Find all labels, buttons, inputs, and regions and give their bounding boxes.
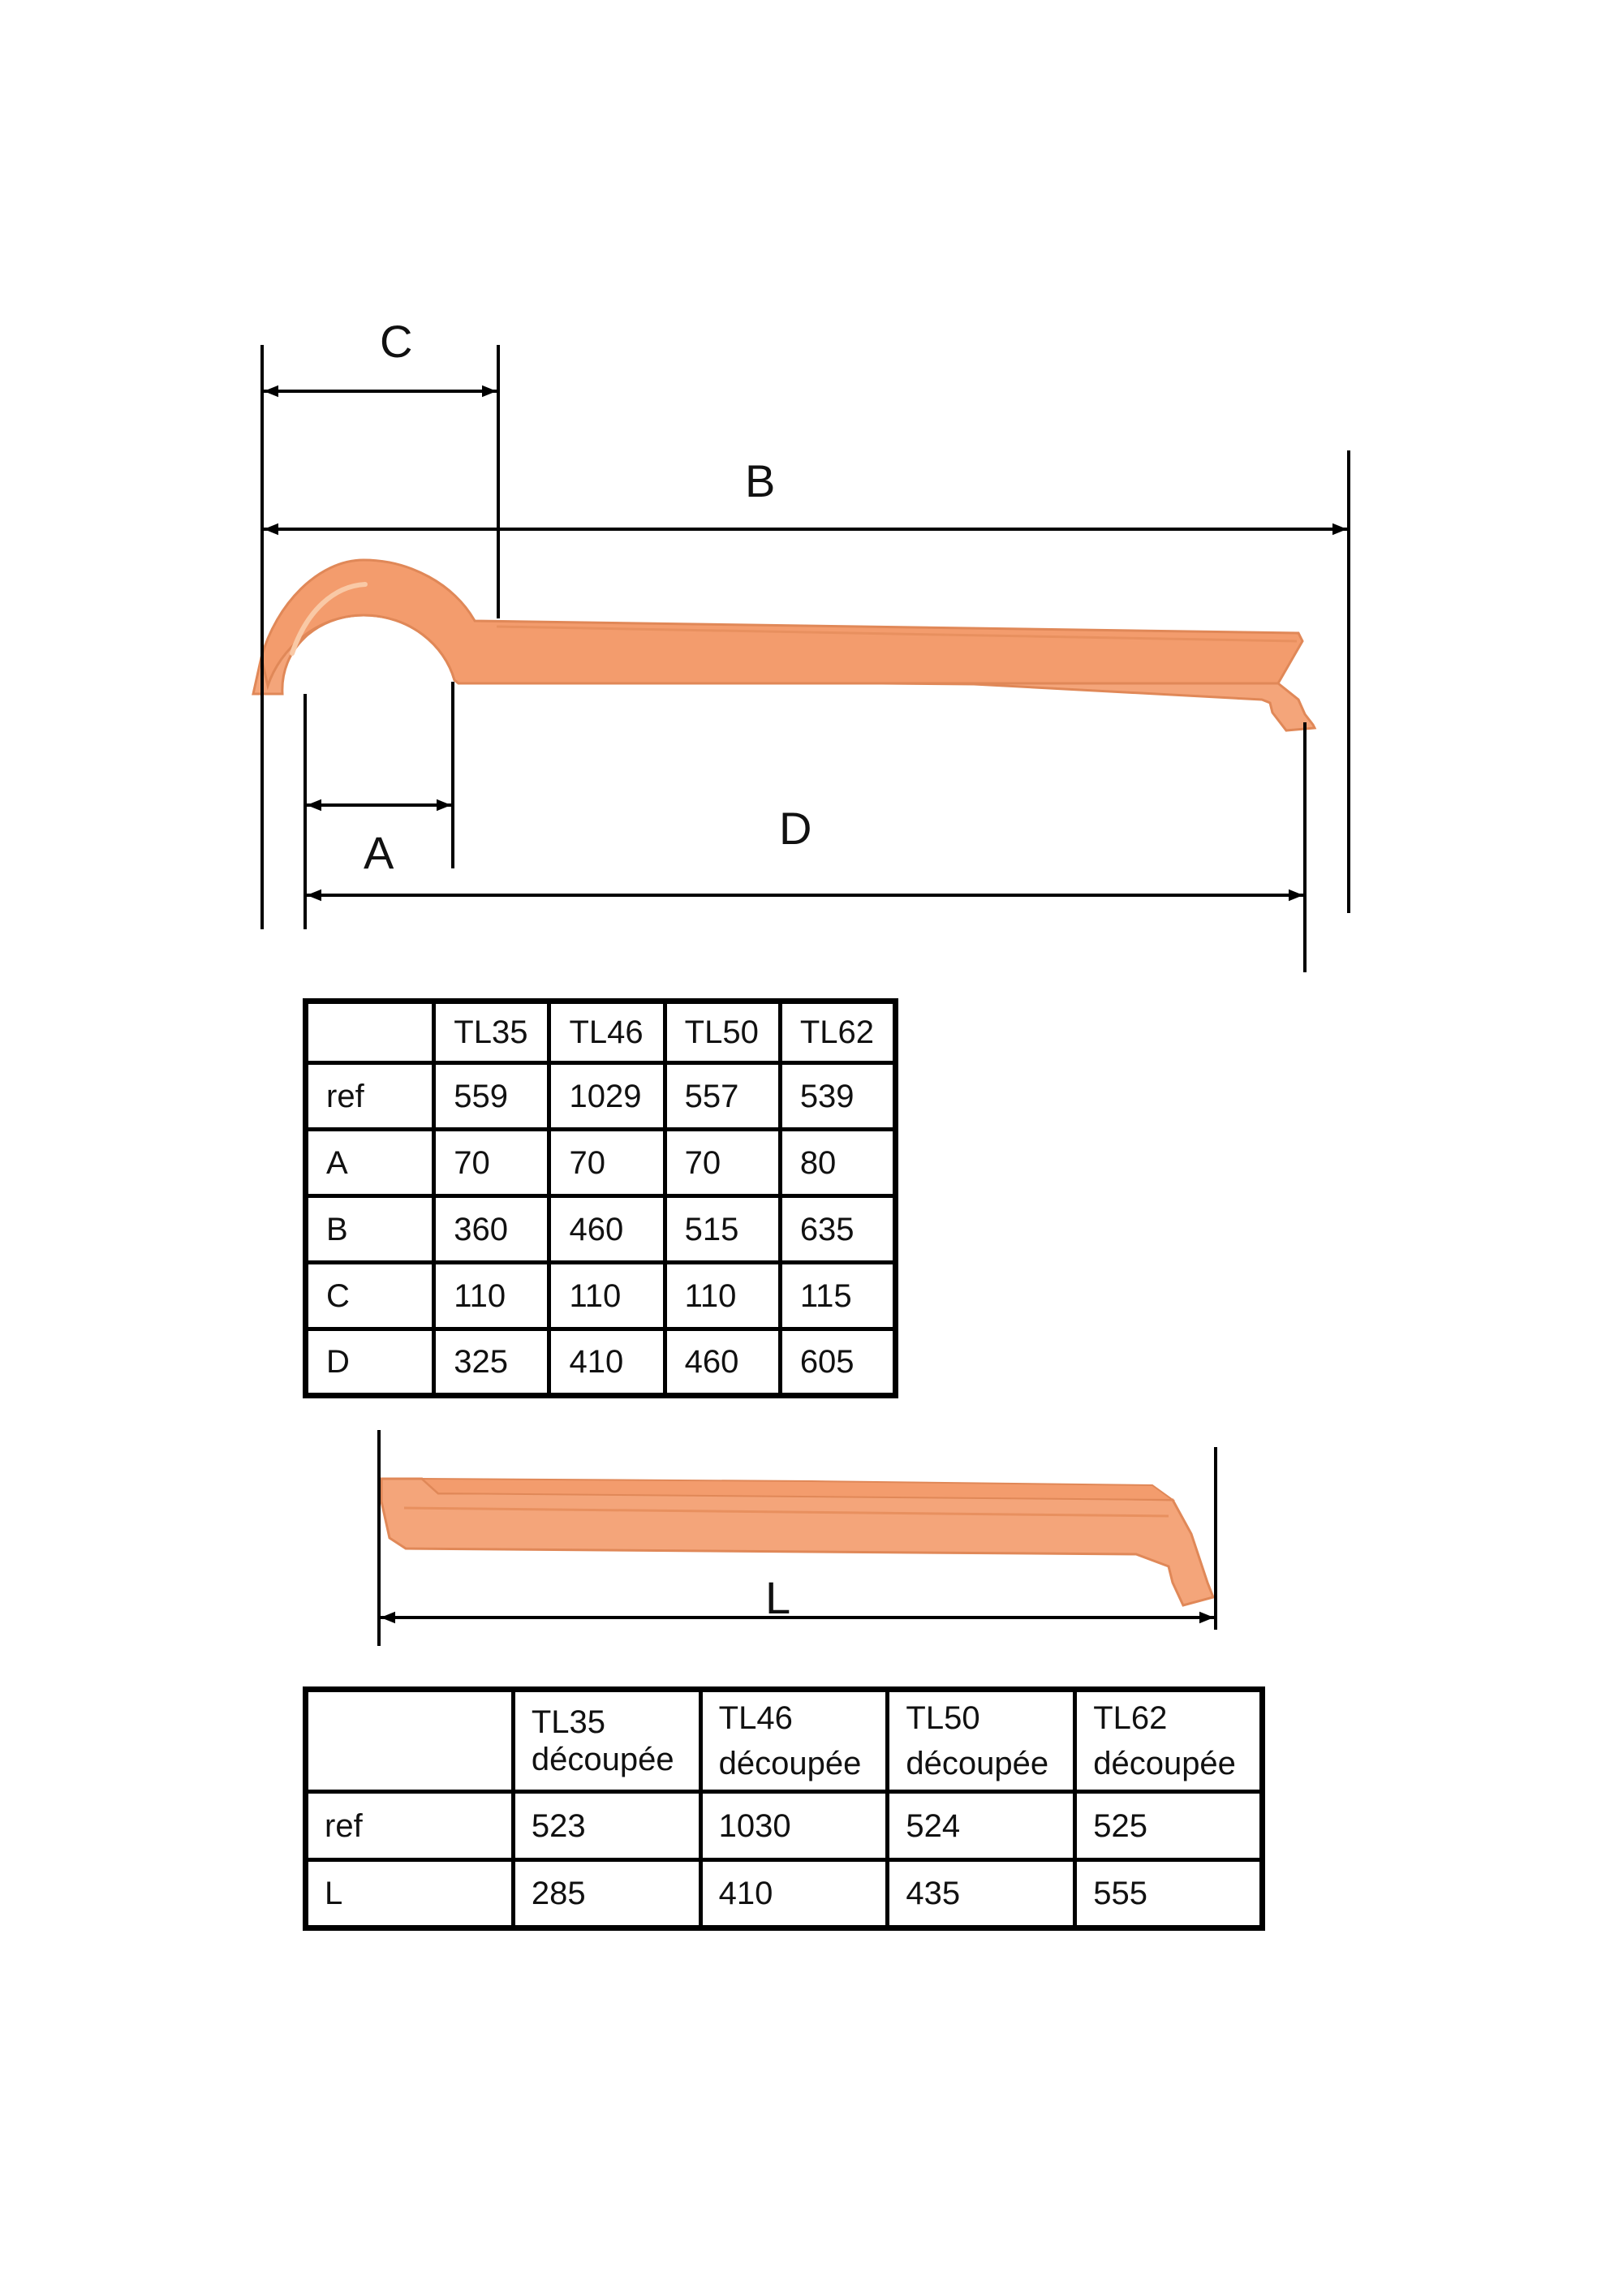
table-cell: 80 [780,1130,895,1196]
table-cell: 460 [549,1196,665,1263]
table-cell: 285 [513,1860,700,1928]
table-header-name: TL46 [718,1700,793,1736]
table-header-row [306,1002,896,1063]
table-row-label: A [306,1130,434,1196]
table-cell: 559 [434,1063,549,1130]
table-header-suffix: découpée [531,1742,674,1777]
table-cell: 524 [888,1792,1075,1860]
table-header-cell [1075,1690,1263,1792]
ridge-tile-cut [381,1479,1213,1605]
table-header-cell [700,1690,888,1792]
table-row-label: B [306,1196,434,1263]
ridge-tile-full-top-face [261,560,1302,686]
table-row [306,1196,896,1263]
table-cell: 70 [549,1130,665,1196]
table-header-name: TL62 [1093,1700,1168,1736]
table-cell: 515 [665,1196,780,1263]
table-row [306,1860,1263,1928]
table-header-cell: TL35 [434,1002,549,1063]
table-cell: 555 [1075,1860,1263,1928]
table-header-cell: TL62 [780,1002,895,1063]
table-row [306,1329,896,1396]
table-header-suffix: découpée [906,1746,1049,1781]
table-header-cell: TL46 [549,1002,665,1063]
table-cell: 70 [665,1130,780,1196]
table-cell: 110 [434,1263,549,1329]
table-row [306,1263,896,1329]
table-cell: 435 [888,1860,1075,1928]
dimensions-table-cut [303,1686,1265,1931]
table-row-label: L [306,1860,514,1928]
table-row [306,1792,1263,1860]
table-cell: 410 [700,1860,888,1928]
label-d: D [779,803,812,854]
table-header-cell [888,1690,1075,1792]
table-header-cell [513,1690,700,1792]
label-a: A [364,827,394,878]
table-cell: 115 [780,1263,895,1329]
table-row [306,1063,896,1130]
table-header-name: TL50 [906,1700,980,1736]
dimensions-table-full [303,998,898,1398]
table-row-label: ref [306,1063,434,1130]
table-cell: 605 [780,1329,895,1396]
table-cell: 460 [665,1329,780,1396]
table-cell: 1029 [549,1063,665,1130]
table-cell: 525 [1075,1792,1263,1860]
table-row [306,1130,896,1196]
table-header-cell [306,1690,514,1792]
table-row-label: ref [306,1792,514,1860]
table-header-row [306,1690,1263,1792]
table-cell: 70 [434,1130,549,1196]
table-cell: 539 [780,1063,895,1130]
table-header-cell [306,1002,434,1063]
table-cell: 410 [549,1329,665,1396]
label-l: L [765,1572,791,1623]
table-cell: 110 [665,1263,780,1329]
table-cell: 1030 [700,1792,888,1860]
ridge-tile-full [253,560,1315,730]
table-header-cell: TL50 [665,1002,780,1063]
table-cell: 557 [665,1063,780,1130]
table-cell: 523 [513,1792,700,1860]
table-row-label: C [306,1263,434,1329]
table-header-suffix: découpée [718,1746,862,1781]
table-header-suffix: découpée [1093,1746,1236,1781]
table-row-label: D [306,1329,434,1396]
table-cell: 635 [780,1196,895,1263]
table-cell: 360 [434,1196,549,1263]
table-cell: 110 [549,1263,665,1329]
table-cell: 325 [434,1329,549,1396]
label-c: C [380,316,413,367]
label-b: B [745,455,776,506]
table-header-name: TL35 [531,1704,606,1740]
